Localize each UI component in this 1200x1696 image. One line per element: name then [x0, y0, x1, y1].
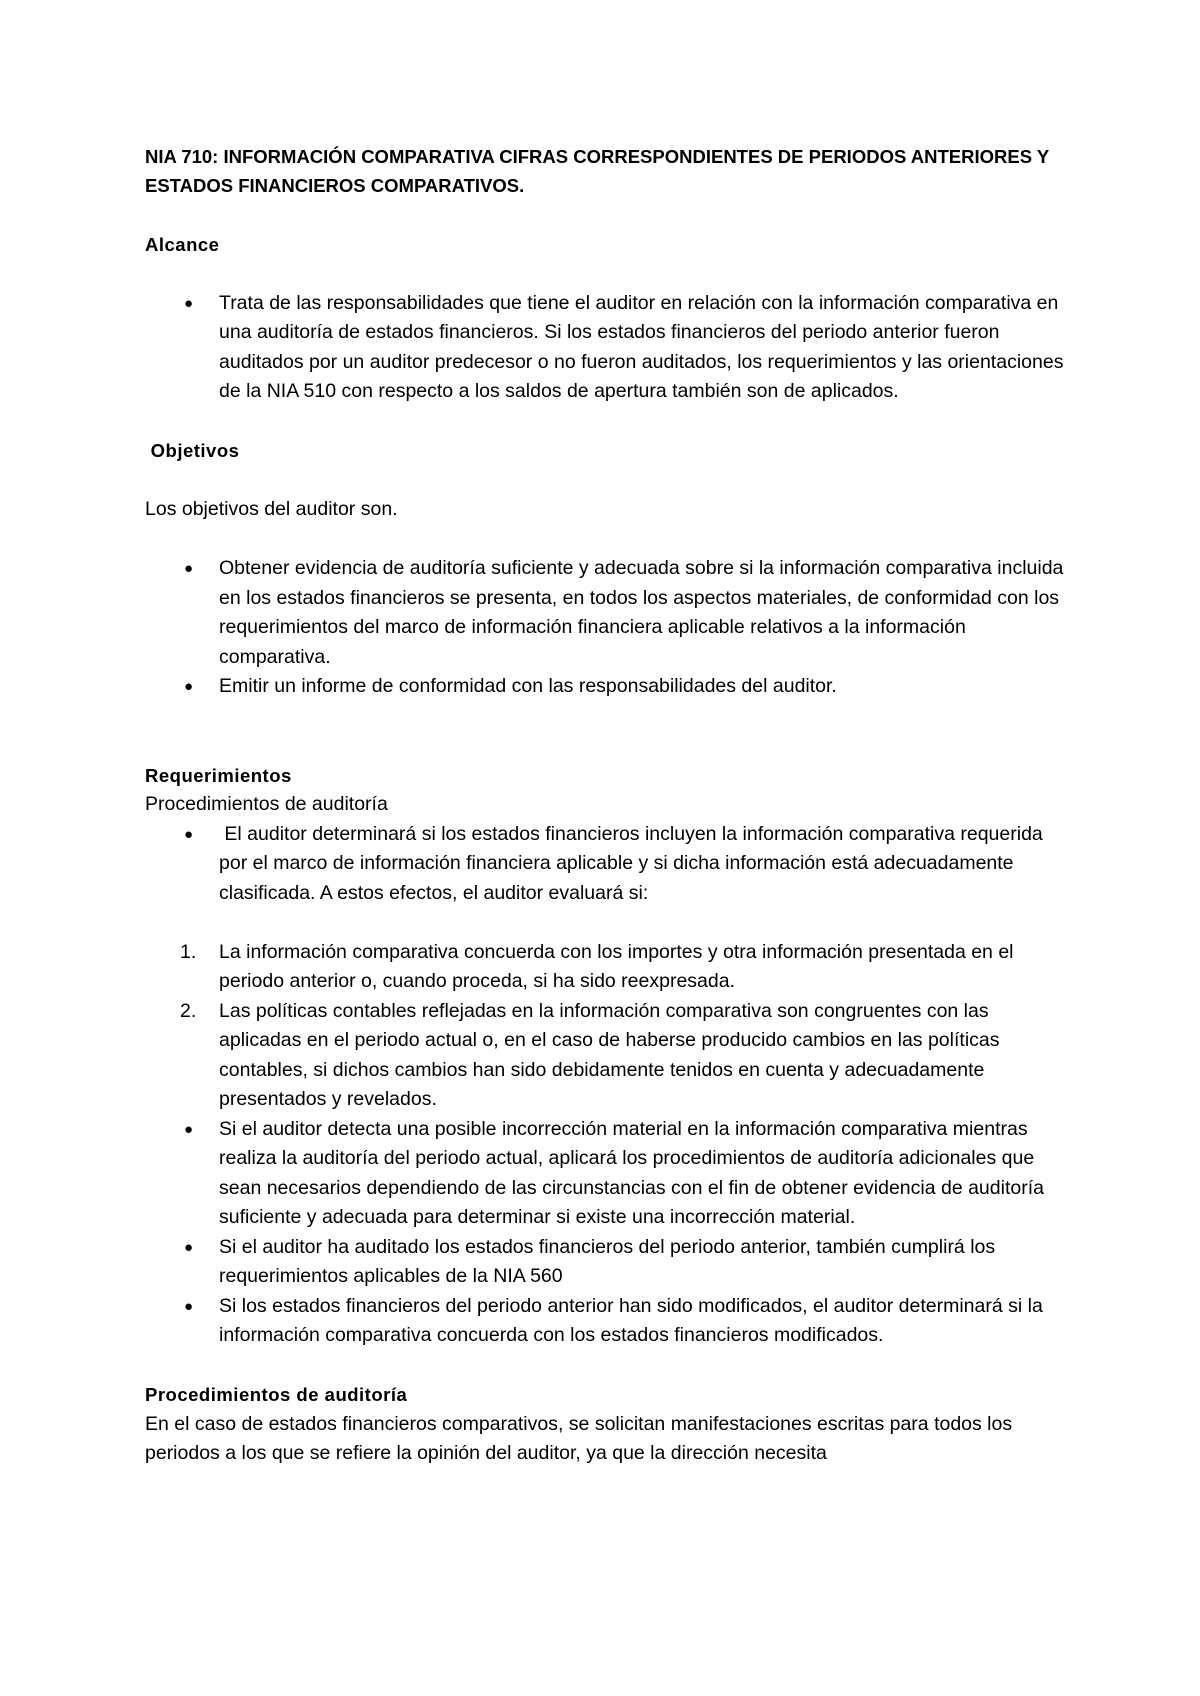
- document-page: [145, 142, 1070, 1469]
- list-item: [145, 1233, 1070, 1292]
- list-item-text: Si el auditor ha auditado los estados financieros del periodo anterior, también cumplirá los requerimientos aplicables de la NIA 560: [219, 1235, 996, 1287]
- list-item: [145, 554, 1070, 672]
- bullet-icon: ●: [184, 825, 194, 843]
- list-item: [145, 1115, 1070, 1233]
- numbered-item: [145, 997, 1070, 1115]
- list-item-text: Emitir un informe de conformidad con las responsabilidades del auditor.: [219, 675, 837, 697]
- item-number: 2.: [180, 999, 197, 1022]
- requerimientos-list-b: [145, 1115, 1070, 1351]
- list-item-text: Obtener evidencia de auditoría suficiente y adecuada sobre si la información comparativa incluida en los estados financieros se presenta, en todos los aspectos materiales, de conformidad con los requerimientos del marco de información financiera aplicable relativos a la información comparativa.: [219, 557, 1064, 668]
- procedimientos-text: En el caso de estados financieros comparativos, se solicitan manifestaciones escritas para todos los periodos a los que se refiere la opinión del auditor, ya que la dirección necesita: [145, 1412, 1013, 1464]
- list-item: [145, 289, 1070, 407]
- document-title: NIA 710: INFORMACIÓN COMPARATIVA CIFRAS CORRESPONDIENTES DE PERIODOS ANTERIORES Y ESTADOS FINANCIEROS COMPARATIVOS.: [145, 146, 1049, 196]
- bullet-icon: ●: [184, 560, 194, 577]
- numbered-item: [145, 938, 1070, 997]
- list-item-text: Si el auditor detecta una posible incorrección material en la información comparativa mientras realiza la auditoría del periodo actual, aplicará los procedimientos de auditoría adicionales que sean necesarios dependiendo de las circunstancias con el fin de obtener evidencia de auditoría suficiente y adecuada para determinar si existe una incorrección material.: [219, 1117, 1044, 1228]
- bullet-icon: ●: [184, 1120, 194, 1138]
- subheading-procedimientos: Procedimientos de auditoría: [145, 793, 388, 815]
- list-item: [145, 672, 1070, 702]
- list-item-text: Si los estados financieros del periodo anterior han sido modificados, el auditor determinará si la información comparativa concuerda con los estados financieros modificados.: [219, 1294, 1043, 1346]
- requerimientos-list-a: [145, 820, 1070, 909]
- requerimientos-numbered-list: [145, 938, 1070, 1115]
- item-number: 1.: [180, 940, 197, 963]
- bullet-icon: ●: [184, 1238, 194, 1256]
- list-item-text: El auditor determinará si los estados financieros incluyen la información comparativa requerida por el marco de información financiera aplicable y si dicha información está adecuadamente clasificada. A estos efectos, el auditor evaluará si:: [219, 822, 1049, 904]
- bullet-icon: ●: [184, 1297, 194, 1315]
- numbered-item-text: Las políticas contables reflejadas en la información comparativa son congruentes con las aplicadas en el periodo actual o, en el caso de haberse producido cambios en las políticas contables, si dichos cambios han sido debidamente tenidos en cuenta y adecuadamente presentados y revelados.: [219, 999, 1000, 1110]
- objetivos-intro: Los objetivos del auditor son.: [145, 498, 398, 520]
- bullet-icon: ●: [184, 678, 194, 695]
- section-heading-procedimientos: Procedimientos de auditoría: [145, 1384, 408, 1405]
- list-item-text: Trata de las responsabilidades que tiene el auditor en relación con la información comparativa en una auditoría de estados financieros. Si los estados financieros del periodo anterior fueron auditados por un auditor predecesor o no fueron auditados, los requerimientos y las orientaciones de la NIA 510 con respecto a los saldos de apertura también son de aplicados.: [219, 291, 1064, 402]
- section-heading-requerimientos: Requerimientos: [145, 764, 292, 786]
- list-item: [145, 820, 1070, 909]
- section-heading-objetivos: Objetivos: [145, 440, 240, 461]
- numbered-item-text: La información comparativa concuerda con los importes y otra información presentada en el periodo anterior o, cuando proceda, si ha sido reexpresada.: [219, 940, 1014, 992]
- section-heading-alcance: Alcance: [145, 233, 220, 255]
- bullet-icon: ●: [184, 294, 194, 312]
- list-item: [145, 1292, 1070, 1351]
- objetivos-list: [145, 554, 1070, 702]
- alcance-list: [145, 289, 1070, 407]
